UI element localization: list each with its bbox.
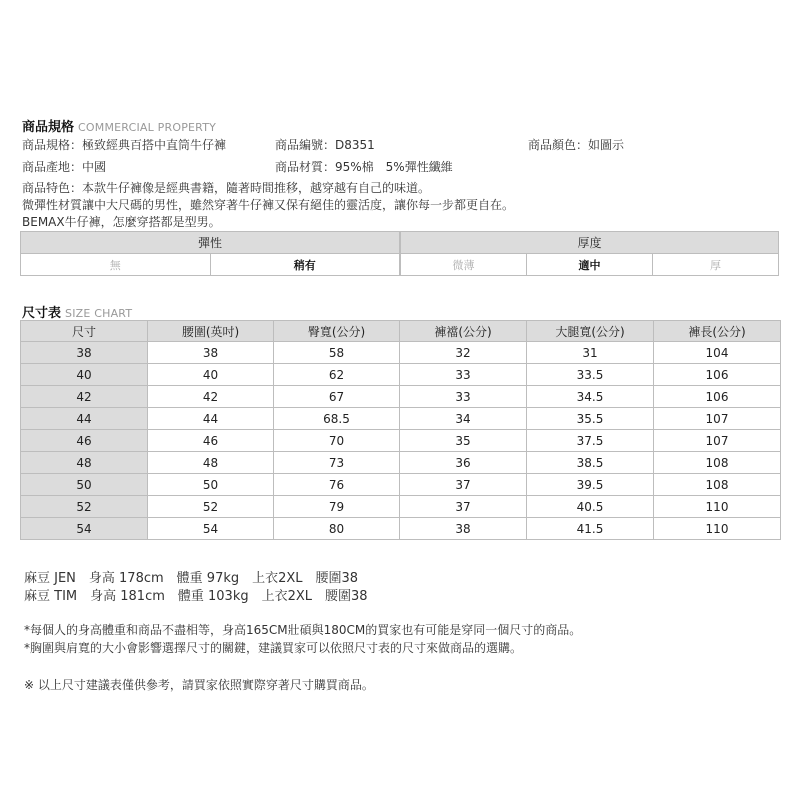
cell-rise: 33: [400, 386, 527, 408]
thickness-option-medium: 適中: [527, 254, 653, 276]
spec-subtitle: COMMERCIAL PROPERTY: [78, 121, 217, 134]
header-hip: 臀寬(公分): [274, 321, 400, 342]
size-chart-subtitle: SIZE CHART: [65, 307, 133, 320]
cell-size: 50: [21, 474, 148, 496]
spec-origin: 商品產地：中國: [22, 160, 107, 174]
header-waist: 腰圍(英吋): [148, 321, 274, 342]
cell-thigh: 35.5: [527, 408, 654, 430]
elasticity-label: 彈性: [21, 232, 400, 254]
size-chart-heading: [22, 302, 132, 321]
cell-waist: 38: [148, 342, 274, 364]
cell-size: 42: [21, 386, 148, 408]
spec-material: 商品材質：95%棉 5%彈性纖維: [275, 160, 453, 174]
thickness-option-thick: 厚: [653, 254, 779, 276]
cell-waist: 52: [148, 496, 274, 518]
table-row: [21, 342, 781, 364]
cell-length: 106: [654, 386, 781, 408]
cell-length: 106: [654, 364, 781, 386]
spec-heading: [22, 116, 216, 135]
cell-thigh: 34.5: [527, 386, 654, 408]
cell-length: 107: [654, 430, 781, 452]
spec-feature-2: 微彈性材質讓中大尺碼的男性，雖然穿著牛仔褲又保有絕佳的靈活度，讓你每一步都更自在。: [22, 198, 515, 212]
cell-hip: 73: [274, 452, 400, 474]
cell-thigh: 38.5: [527, 452, 654, 474]
cell-thigh: 37.5: [527, 430, 654, 452]
cell-waist: 46: [148, 430, 274, 452]
elasticity-table: [20, 231, 400, 276]
cell-rise: 34: [400, 408, 527, 430]
table-row: [21, 408, 781, 430]
header-size: 尺寸: [21, 321, 148, 342]
table-row: [21, 474, 781, 496]
spec-title: 商品規格: [22, 120, 75, 135]
table-row: [21, 452, 781, 474]
disclaimer: ※ 以上尺寸建議表僅供參考，請買家依照實際穿著尺寸購買商品。: [24, 678, 374, 692]
cell-waist: 42: [148, 386, 274, 408]
cell-waist: 48: [148, 452, 274, 474]
header-rise: 褲襠(公分): [400, 321, 527, 342]
cell-size: 44: [21, 408, 148, 430]
cell-thigh: 31: [527, 342, 654, 364]
cell-waist: 54: [148, 518, 274, 540]
spec-feature-1: 商品特色：本款牛仔褲像是經典書籍，隨著時間推移，越穿越有自己的味道。: [22, 181, 431, 195]
cell-size: 40: [21, 364, 148, 386]
spec-code: 商品編號：D8351: [275, 138, 375, 152]
cell-length: 107: [654, 408, 781, 430]
cell-waist: 50: [148, 474, 274, 496]
spec-color: 商品顏色：如圖示: [528, 138, 625, 152]
cell-thigh: 41.5: [527, 518, 654, 540]
header-length: 褲長(公分): [654, 321, 781, 342]
table-row: [21, 518, 781, 540]
cell-rise: 36: [400, 452, 527, 474]
thickness-table: [400, 231, 779, 276]
cell-hip: 58: [274, 342, 400, 364]
cell-hip: 76: [274, 474, 400, 496]
cell-thigh: 40.5: [527, 496, 654, 518]
size-chart-table: [20, 320, 781, 540]
cell-size: 48: [21, 452, 148, 474]
cell-rise: 38: [400, 518, 527, 540]
cell-rise: 32: [400, 342, 527, 364]
cell-rise: 35: [400, 430, 527, 452]
model-tim: 麻豆 TIM 身高 181cm 體重 103kg 上衣2XL 腰圍38: [24, 589, 368, 604]
spec-style: 商品規格：極致經典百搭中直筒牛仔褲: [22, 138, 227, 152]
size-chart-title: 尺寸表: [22, 306, 62, 321]
cell-size: 54: [21, 518, 148, 540]
cell-size: 46: [21, 430, 148, 452]
thickness-option-thin: 微薄: [401, 254, 527, 276]
cell-length: 108: [654, 474, 781, 496]
cell-rise: 33: [400, 364, 527, 386]
cell-length: 110: [654, 496, 781, 518]
cell-hip: 62: [274, 364, 400, 386]
cell-hip: 68.5: [274, 408, 400, 430]
table-row: [21, 364, 781, 386]
cell-thigh: 39.5: [527, 474, 654, 496]
cell-hip: 80: [274, 518, 400, 540]
cell-rise: 37: [400, 474, 527, 496]
cell-thigh: 33.5: [527, 364, 654, 386]
cell-length: 110: [654, 518, 781, 540]
cell-hip: 79: [274, 496, 400, 518]
cell-waist: 40: [148, 364, 274, 386]
note-2: *胸圍與肩寬的大小會影響選擇尺寸的關鍵，建議買家可以依照尺寸表的尺寸來做商品的選購。: [24, 641, 523, 655]
cell-size: 38: [21, 342, 148, 364]
table-row: [21, 496, 781, 518]
size-chart-header-row: [21, 321, 781, 342]
cell-length: 108: [654, 452, 781, 474]
cell-size: 52: [21, 496, 148, 518]
table-row: [21, 386, 781, 408]
table-row: [21, 430, 781, 452]
cell-rise: 37: [400, 496, 527, 518]
elasticity-option-slight: 稍有: [210, 254, 400, 276]
header-thigh: 大腿寬(公分): [527, 321, 654, 342]
cell-hip: 67: [274, 386, 400, 408]
elasticity-option-none: 無: [21, 254, 211, 276]
model-jen: 麻豆 JEN 身高 178cm 體重 97kg 上衣2XL 腰圍38: [24, 571, 359, 586]
spec-feature-3: BEMAX牛仔褲，怎麼穿搭都是型男。: [22, 215, 221, 229]
cell-hip: 70: [274, 430, 400, 452]
cell-waist: 44: [148, 408, 274, 430]
note-1: *每個人的身高體重和商品不盡相等，身高165CM壯碩與180CM的買家也有可能是穿同一個尺寸的商品。: [24, 623, 582, 637]
cell-length: 104: [654, 342, 781, 364]
thickness-label: 厚度: [401, 232, 779, 254]
